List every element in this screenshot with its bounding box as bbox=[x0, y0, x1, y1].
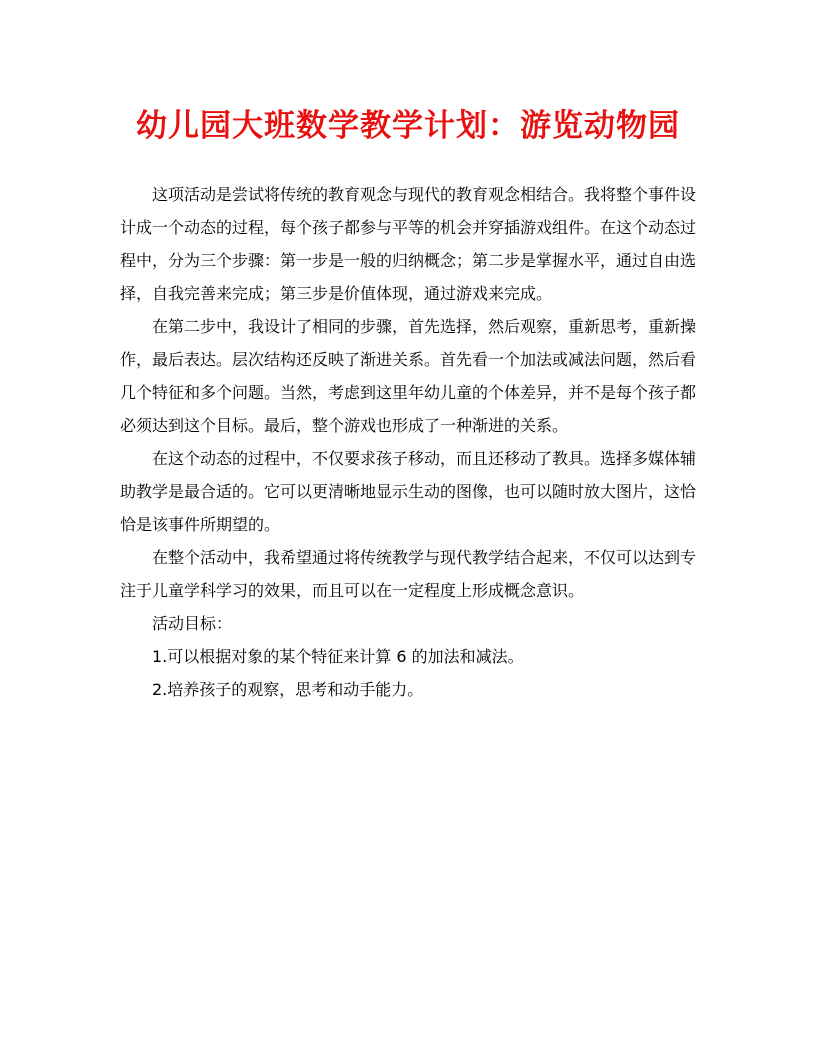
paragraph-2: 在第二步中，我设计了相同的步骤，首先选择，然后观察，重新思考，重新操作，最后表达。层次结构还反映了渐进关系。首先看一个加法或减法问题，然后看几个特征和多个问题。当然，考虑到这里年幼儿童的个体差异，并不是每个孩子都必须达到这个目标。最后，整个游戏也形成了一种渐进的关系。 bbox=[120, 317, 697, 435]
paragraph-4: 在整个活动中，我希望通过将传统教学与现代教学结合起来，不仅可以达到专注于儿童学科学习的效果，而且可以在一定程度上形成概念意识。 bbox=[120, 548, 697, 600]
paragraph-1: 这项活动是尝试将传统的教育观念与现代的教育观念相结合。我将整个事件设计成一个动态的过程，每个孩子都参与平等的机会并穿插游戏组件。在这个动态过程中，分为三个步骤：第一步是一般的归纳概念；第二步是掌握水平，通过自由选择，自我完善来完成；第三步是价值体现，通过游戏来完成。 bbox=[120, 185, 697, 303]
goal-item-1: 1.可以根据对象的某个特征来计算 6 的加法和减法。 bbox=[152, 647, 524, 666]
goal-item-2: 2.培养孩子的观察，思考和动手能力。 bbox=[152, 680, 424, 699]
paragraph-3: 在这个动态的过程中，不仅要求孩子移动，而且还移动了教具。选择多媒体辅助教学是最合适的。它可以更清晰地显示生动的图像，也可以随时放大图片，这恰恰是该事件所期望的。 bbox=[120, 449, 697, 534]
document-body bbox=[120, 178, 696, 706]
document-title: 幼儿园大班数学教学计划：游览动物园 bbox=[136, 108, 680, 144]
goals-heading: 活动目标： bbox=[152, 614, 233, 633]
